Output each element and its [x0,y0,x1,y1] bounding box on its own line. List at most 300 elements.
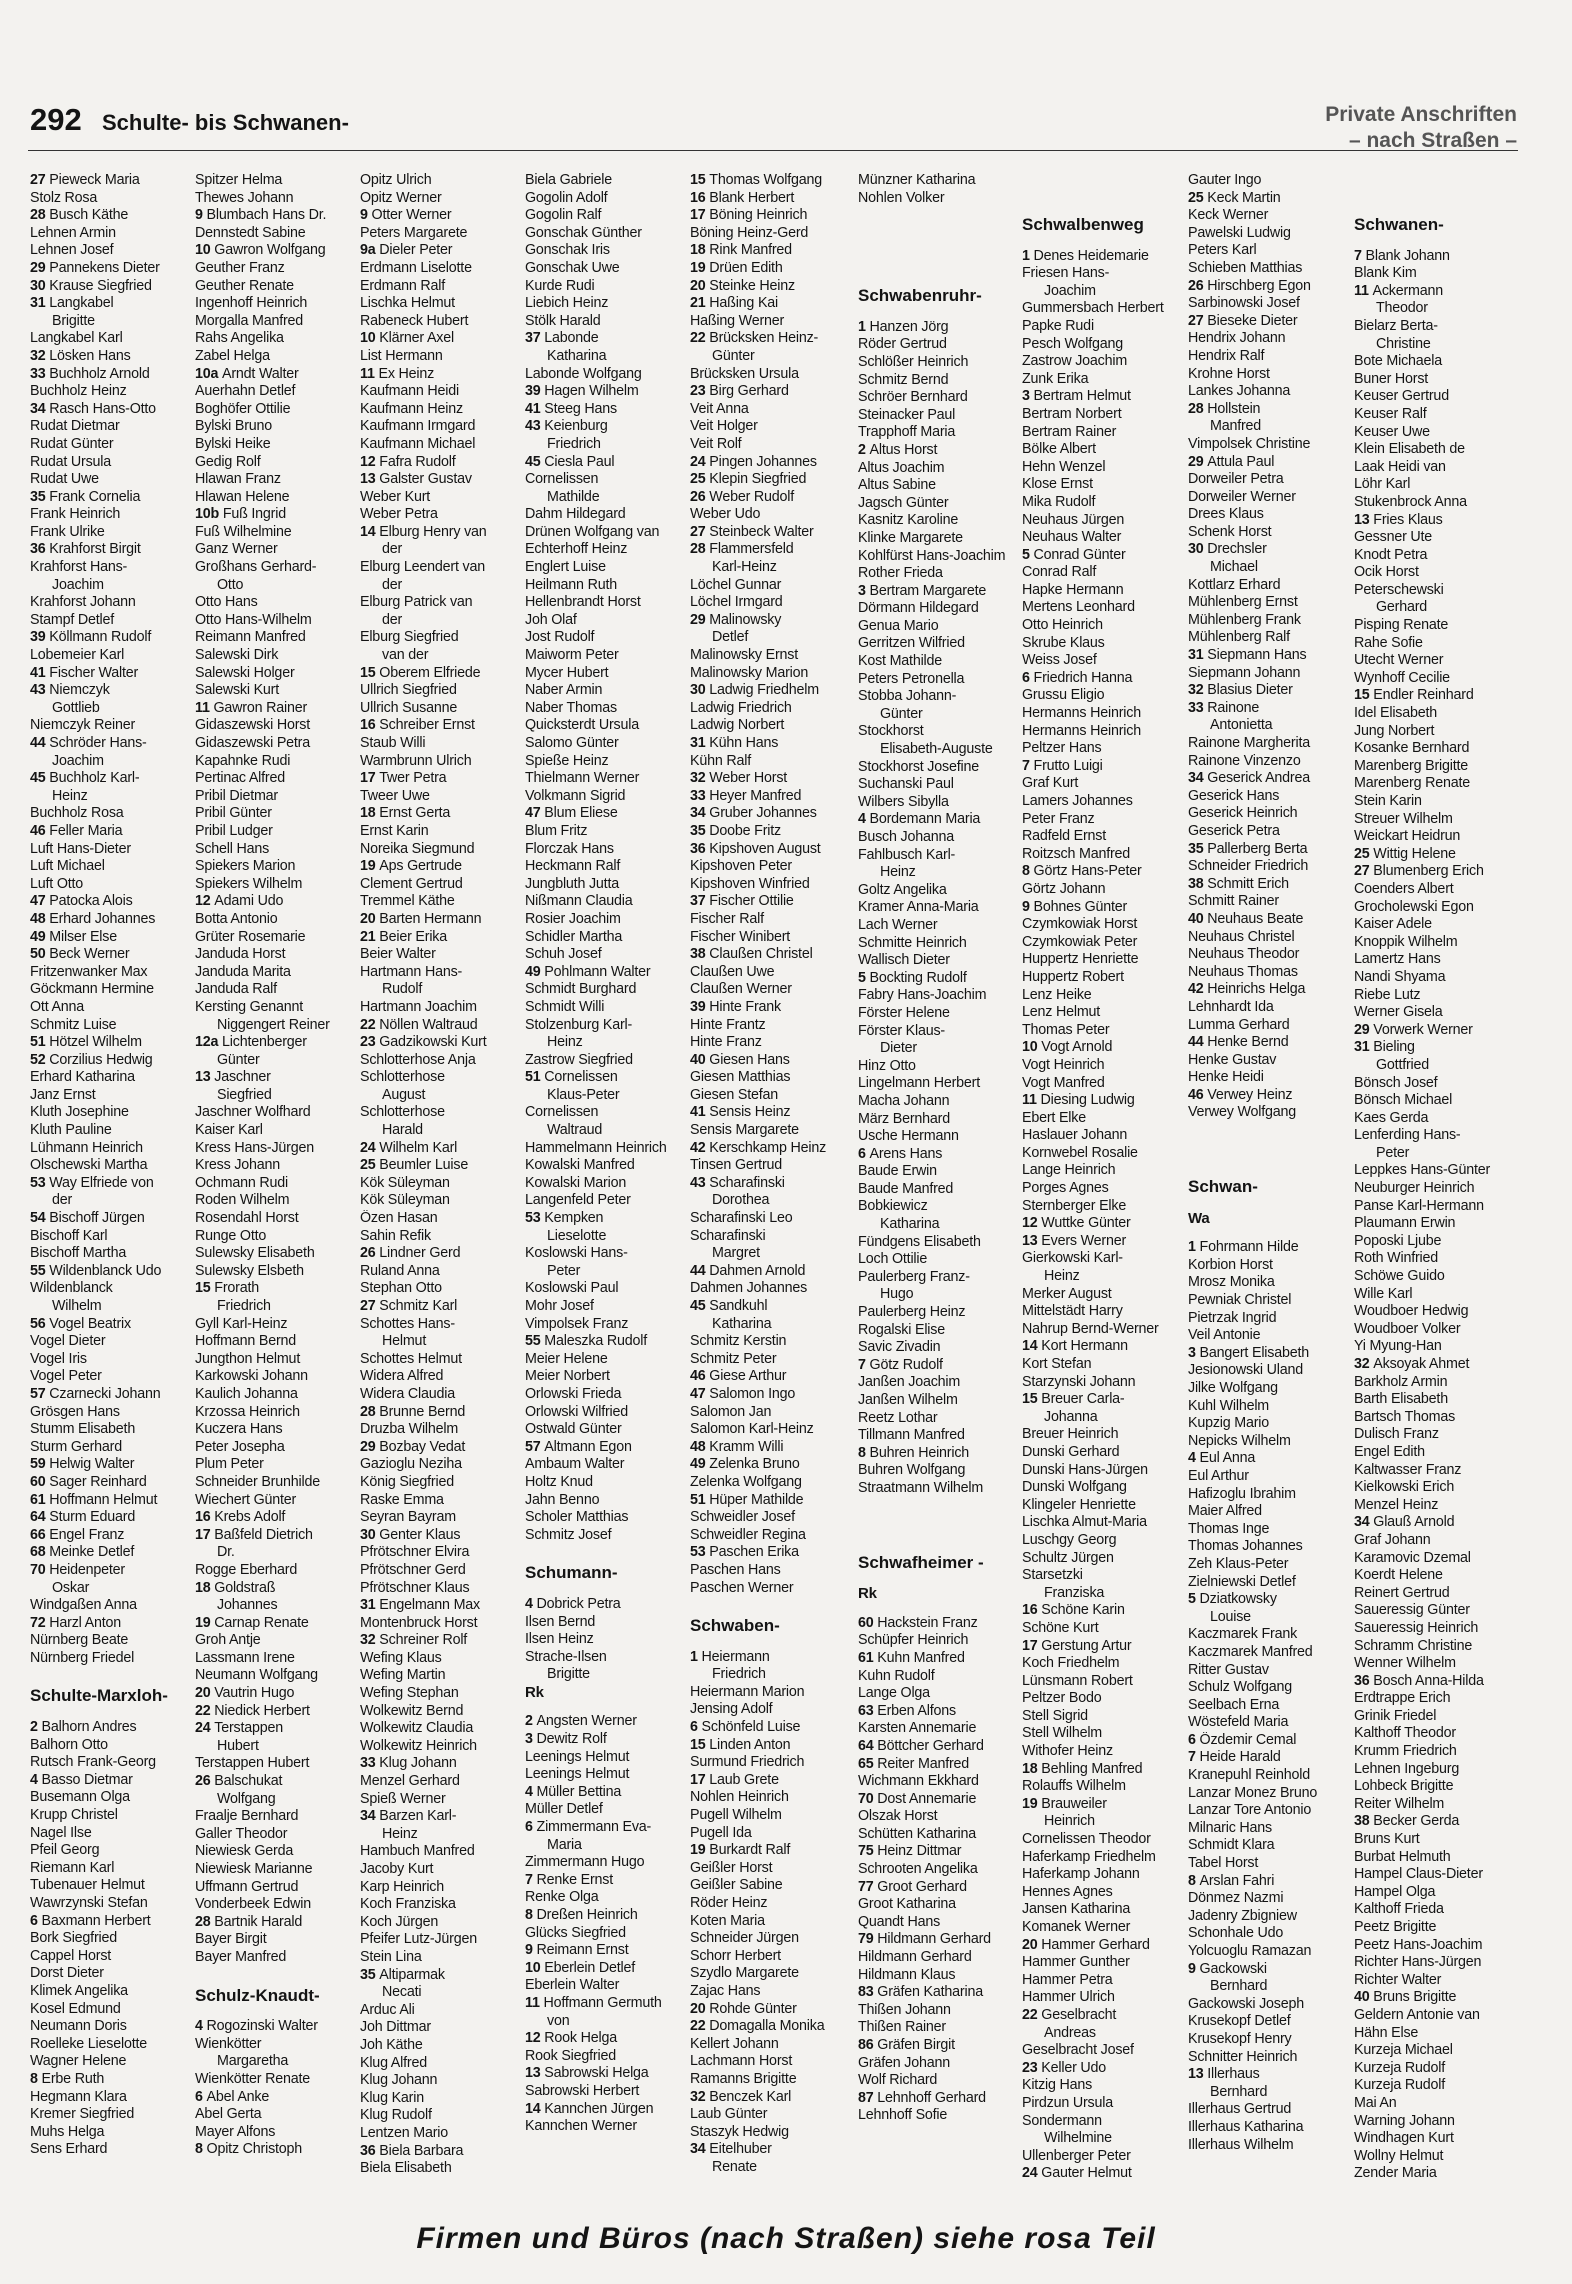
directory-entry: Wiechert Günter [195,1491,297,1508]
entry-continuation: Dieter [880,1040,917,1057]
directory-entry: Hambuch Manfred [360,1843,475,1860]
entry-continuation: Friedrich [547,435,601,452]
directory-entry: Zender Maria [1354,2165,1437,2182]
directory-entry: 17 Baßfeld Dietrich [195,1526,313,1543]
directory-entry: Wille Karl [1354,1285,1413,1302]
directory-entry: Thomas Peter [1022,1021,1110,1038]
directory-entry: Naber Thomas [525,699,617,716]
directory-entry: Kosanke Bernhard [1354,740,1470,757]
directory-entry: Koch Jürgen [360,1913,439,1930]
directory-entry: König Siegfried [360,1473,454,1490]
directory-entry: Gonschak Uwe [525,259,620,276]
directory-entry: 45 Ciesla Paul [525,453,615,470]
directory-entry: 53 Kempken [525,1210,604,1227]
directory-entry: Pfrötschner Klaus [360,1579,470,1596]
directory-entry: Luft Hans-Dieter [30,840,131,857]
directory-entry: Paschen Hans [690,1561,781,1578]
directory-entry: Grussu Eligio [1022,687,1105,704]
directory-entry: Ruland Anna [360,1262,440,1279]
directory-entry: Kress Johann [195,1157,281,1174]
directory-entry: Rahe Sofie [1354,634,1423,651]
directory-entry: Illerhaus Katharina [1188,2118,1304,2135]
directory-entry: Görtz Johann [1022,880,1106,897]
directory-entry: Pribil Günter [195,805,272,822]
entry-continuation: Margret [712,1245,760,1262]
directory-entry: Neuburger Heinrich [1354,1180,1475,1197]
directory-entry: Veil Antonie [1188,1327,1261,1344]
directory-entry: Claußen Werner [690,981,792,998]
directory-entry: Spiekers Marion [195,858,296,875]
directory-entry: 5 Conrad Günter [1022,546,1126,563]
entry-continuation: Johannes [217,1597,278,1614]
entry-continuation: Hugo [880,1286,914,1303]
directory-entry: Hammer Petra [1022,1971,1113,1988]
directory-entry: 87 Lehnhoff Gerhard [858,2089,986,2106]
directory-entry: Kersting Genannt [195,998,304,1015]
directory-entry: Geißler Sabine [690,1877,783,1894]
entry-continuation: Brigitte [547,1666,590,1683]
directory-entry: Orlowski Frieda [525,1385,622,1402]
entry-continuation: Heinrich [1044,1813,1095,1830]
directory-entry: Wienkötter [195,2035,262,2052]
directory-entry: Steinacker Paul [858,406,956,423]
directory-entry: 9 Blumbach Hans Dr. [195,207,327,224]
directory-entry: Mai An [1354,2094,1397,2111]
directory-entry: Wefing Martin [360,1667,446,1684]
entry-continuation: Karl-Heinz [712,559,777,576]
directory-entry: Kuczera Hans [195,1421,283,1438]
directory-entry: Schüpfer Heinrich [858,1632,969,1649]
directory-entry: Hoffmann Bernd [195,1333,297,1350]
directory-entry: Milnaric Hans [1188,1819,1272,1836]
entry-continuation: Wilhelmine [1044,2130,1112,2147]
directory-entry: Rudat Ursula [30,453,112,470]
directory-entry: Großhans Gerhard- [195,559,317,576]
directory-column-2 [195,172,355,2192]
directory-entry: Müller Detlef [525,1801,603,1818]
directory-entry: Ostwald Günter [525,1421,622,1438]
directory-entry: Fraalje Bernhard [195,1808,299,1825]
directory-entry: Pawelski Ludwig [1188,224,1291,241]
directory-entry: Lamertz Hans [1354,951,1441,968]
directory-entry: Bertram Rainer [1022,423,1117,440]
directory-entry: 43 Scharafinski [690,1174,785,1191]
directory-entry: Woudboer Hedwig [1354,1303,1469,1320]
directory-entry: 19 Drüen Edith [690,259,783,276]
directory-entry: Loch Ottilie [858,1251,928,1268]
directory-entry: 16 Blank Herbert [690,189,795,206]
directory-entry: Heiermann Marion [690,1683,805,1700]
directory-entry: Thomas Inge [1188,1520,1270,1537]
directory-entry: 42 Kerschkamp Heinz [690,1139,827,1156]
directory-entry: Scharafinski [690,1227,766,1244]
directory-column-4 [525,172,685,2192]
directory-entry: Bobkiewicz [858,1198,928,1215]
directory-entry: 8 Erbe Ruth [30,2070,105,2087]
directory-entry: Jansen Katharina [1022,1901,1131,1918]
directory-entry: 8 Opitz Christoph [195,2141,303,2158]
spacer [858,219,1018,231]
directory-entry: 44 Schröder Hans- [30,735,147,751]
directory-entry: Mittelstädt Harry [1022,1303,1123,1320]
directory-entry: Klug Alfred [360,2054,427,2071]
directory-entry: 57 Altmann Egon [525,1438,632,1455]
entry-continuation: Heinz [880,864,916,881]
directory-entry: Ilsen Heinz [525,1631,594,1648]
directory-entry: 12a Lichtenberger [195,1034,307,1051]
directory-entry: Scholer Matthias [525,1509,629,1526]
directory-entry: 53 Paschen Erika [690,1544,799,1561]
directory-entry: 8 Dreßen Heinrich [525,1907,638,1923]
directory-entry: 27 Pieweck Maria [30,172,140,188]
directory-entry: Erdmann Liselotte [360,259,472,276]
directory-entry: Lachmann Horst [690,2053,793,2070]
directory-entry: Niewiesk Gerda [195,1843,294,1860]
directory-entry: 30 Ladwig Friedhelm [690,682,819,699]
directory-entry: Hegmann Klara [30,2088,127,2105]
directory-entry: Wolkewitz Claudia [360,1720,474,1737]
directory-entry: Schlotterhose [360,1104,445,1121]
directory-entry: Zastrow Siegfried [525,1051,633,1068]
directory-entry: 23 Birg Gerhard [690,383,789,400]
entry-continuation: Friedrich [712,1666,766,1683]
directory-entry: Blum Fritz [525,822,588,839]
directory-entry: Pfrötschner Gerd [360,1561,466,1578]
directory-entry: Boghöfer Ottilie [195,400,291,417]
entry-continuation: Dorothea [712,1192,770,1209]
directory-entry: 41 Sensis Heinz [690,1104,791,1121]
directory-entry: Lenz Heike [1022,986,1092,1003]
directory-entry: Ilsen Bernd [525,1613,596,1630]
directory-entry: Gonschak Günther [525,224,642,241]
directory-entry: 36 Biela Barbara [360,2142,464,2159]
directory-entry: Olschewski Martha [30,1157,148,1174]
directory-entry: Brücksken Ursula [690,365,799,382]
directory-entry: 52 Corzilius Hedwig [30,1051,153,1068]
directory-entry: Gogolin Ralf [525,207,602,224]
directory-entry: 15 Linden Anton [690,1736,791,1753]
directory-entry: Peters Margarete [360,224,468,241]
directory-entry: Henke Gustav [1188,1051,1277,1068]
directory-entry: Hammelmann Heinrich [525,1139,667,1156]
directory-entry: Echterhoff Heinz [525,541,628,558]
directory-entry: Schlotterhose Anja [360,1051,476,1068]
directory-entry: 38 Claußen Christel [690,946,813,963]
directory-entry: Fritzenwanker Max [30,963,148,980]
directory-entry: 29 Vorwerk Werner [1354,1021,1473,1038]
directory-entry: Baude Manfred [858,1180,954,1197]
spacer [858,1522,1018,1534]
directory-entry: 43 Keienburg [525,418,608,435]
directory-entry: Coenders Albert [1354,880,1454,897]
directory-entry: Hermanns Heinrich [1022,705,1141,722]
directory-entry: Schweidler Regina [690,1526,806,1543]
directory-entry: Stell Wilhelm [1022,1725,1103,1742]
directory-entry: Gonschak Iris [525,242,610,259]
directory-entry: Schneider Jürgen [690,1930,799,1947]
directory-entry: Dahmen Johannes [690,1280,808,1297]
directory-entry: Kowalski Marion [525,1174,627,1191]
directory-entry: Neuhaus Theodor [1188,946,1300,963]
directory-entry: Labonde Wolfgang [525,365,642,382]
directory-entry: Haferkamp Johann [1022,1866,1140,1883]
directory-entry: 12 Rook Helga [525,2030,617,2047]
directory-entry: Breuer Heinrich [1022,1426,1119,1443]
directory-entry: Paulerberg Heinz [858,1304,966,1321]
directory-entry: Cappel Horst [30,1947,112,1964]
directory-entry: 15 Endler Reinhard [1354,687,1474,704]
directory-entry: 39 Köllmann Rudolf [30,629,152,646]
directory-entry: Salomon Karl-Heinz [690,1421,814,1438]
directory-entry: 50 Beck Werner [30,946,130,963]
directory-entry: 7 Renke Ernst [525,1871,613,1888]
directory-entry: Schmidt Burghard [525,981,637,998]
directory-entry: Tweer Uwe [360,787,430,804]
directory-entry: Kohlfürst Hans-Joachim [858,547,1006,564]
directory-entry: Gazioglu Neziha [360,1456,462,1473]
directory-entry: Nohlen Volker [858,189,945,206]
directory-entry: 1 Heiermann [690,1648,770,1665]
directory-entry: 13 Sabrowski Helga [525,2065,649,2082]
directory-entry: Erdtrappe Erich [1354,1690,1451,1707]
directory-entry: Nißmann Claudia [525,893,633,910]
directory-entry: Pfrötschner Elvira [360,1544,470,1561]
directory-entry: Uffmann Gertrud [195,1878,299,1895]
directory-entry: 46 Feller Maria [30,822,123,839]
directory-entry: 12 Fafra Rudolf [360,453,456,470]
directory-entry: 26 Weber Rudolf [690,488,795,505]
directory-entry: Geuther Renate [195,277,294,294]
directory-entry: Starsetzki [1022,1567,1083,1584]
directory-entry: 22 Nöllen Waltraud [360,1016,478,1033]
directory-entry: Eul Arthur [1188,1467,1249,1484]
directory-entry: Lischka Helmut [360,295,455,312]
directory-entry: 1 Denes Heidemarie [1022,247,1149,264]
directory-entry: Ingenhoff Heinrich [195,295,308,312]
directory-entry: Arduc Ali [360,2001,415,2018]
directory-entry: Ullenberger Peter [1022,2147,1131,2164]
directory-entry: Klug Johann [360,2072,438,2089]
spacer [1022,172,1182,184]
directory-entry: Mayer Alfons [195,2123,276,2140]
directory-entry: Bylski Bruno [195,418,273,435]
directory-entry: Kaulich Johanna [195,1385,298,1402]
directory-entry: Blank Kim [1354,265,1417,282]
directory-entry: Jost Rudolf [525,629,595,646]
entry-continuation: Heinz [52,787,88,804]
entry-continuation: Mathilde [547,488,600,505]
entry-continuation: Joachim [1044,282,1096,299]
directory-entry: Abel Gerta [195,2106,262,2123]
directory-entry: Laak Heidi van [1354,458,1446,475]
directory-entry: 41 Fischer Walter [30,664,139,681]
directory-entry: Mika Rudolf [1022,493,1096,510]
directory-entry: Opitz Werner [360,189,442,206]
directory-entry: Dulisch Franz [1354,1426,1439,1443]
directory-entry: Gauter Ingo [1188,172,1262,188]
directory-entry: 31 Engelmann Max [360,1597,480,1614]
directory-entry: 6 Özdemir Cemal [1188,1731,1297,1748]
directory-entry: Neumann Wolfgang [195,1667,318,1684]
directory-entry: 1 Fohrmann Hilde [1188,1239,1299,1256]
directory-entry: Ladwig Friedrich [690,699,792,716]
entry-continuation: Katharina [712,1315,772,1332]
directory-entry: Neumann Doris [30,2018,127,2035]
directory-entry: Nandi Shyama [1354,968,1446,985]
directory-entry: Weiss Josef [1022,652,1097,669]
directory-entry: Krumm Friedrich [1354,1743,1457,1760]
entry-continuation: August [382,1086,426,1103]
directory-entry: Schütten Katharina [858,1825,977,1842]
directory-entry: 4 Bordemann Maria [858,811,981,828]
directory-entry: Gogolin Adolf [525,189,608,206]
directory-entry: Saueressig Heinrich [1354,1619,1479,1636]
directory-entry: Karkowski Johann [195,1368,308,1385]
directory-entry: Illerhaus Wilhelm [1188,2136,1294,2153]
directory-entry: Reiter Wilhelm [1354,1795,1445,1812]
directory-entry: 6 Baxmann Herbert [30,1912,151,1929]
street-heading: Schulte-Marxloh- [30,1687,168,1706]
entry-continuation: Andreas [1044,2024,1096,2041]
directory-entry: 72 Harzl Anton [30,1614,121,1631]
directory-entry: Windgaßen Anna [30,1597,137,1614]
directory-entry: Gidaszewski Horst [195,717,310,734]
directory-entry: Schweidler Josef [690,1509,795,1526]
directory-entry: 17 Twer Petra [360,770,447,787]
entry-continuation: Heinz [547,1034,583,1051]
directory-entry: Grinik Friedel [1354,1707,1437,1724]
directory-entry: Malinowsky Marion [690,664,809,681]
directory-entry: Löchel Gunnar [690,576,782,593]
entry-continuation: Gottlieb [52,699,100,716]
directory-entry: Wenner Wilhelm [1354,1655,1456,1672]
directory-entry: Koslowski Paul [525,1280,619,1297]
directory-entry: 19 Carnap Renate [195,1614,309,1631]
directory-entry: Sulewsky Elisabeth [195,1245,315,1262]
directory-entry: 77 Groot Gerhard [858,1878,967,1895]
directory-entry: Jaschner Wolfhard [195,1104,311,1121]
directory-entry: Thewes Johann [195,189,294,206]
directory-entry: 8 Görtz Hans-Peter [1022,863,1142,880]
directory-entry: Schlößer Heinrich [858,353,969,370]
directory-entry: Lach Werner [858,916,938,933]
directory-entry: Ocik Horst [1354,564,1419,581]
directory-entry: Fündgens Elisabeth [858,1233,981,1250]
directory-entry: Pugell Ida [690,1824,752,1841]
directory-entry: 16 Schöne Karin [1022,1602,1125,1619]
directory-entry: Hähn Else [1354,2024,1419,2041]
directory-entry: Schmitz Josef [525,1526,612,1543]
directory-entry: Otto Hans [195,594,258,611]
directory-entry: Zelenka Wolfgang [690,1473,802,1490]
directory-entry: 86 Gräfen Birgit [858,2037,955,2053]
directory-entry: Thielmann Werner [525,770,640,787]
directory-entry: 6 Friedrich Hanna [1022,669,1133,686]
spacer [858,243,1018,255]
directory-entry: Joh Käthe [360,2036,423,2053]
directory-entry: Kaiser Adele [1354,916,1432,933]
directory-entry: Stölk Harald [525,312,601,329]
directory-entry: 37 Labonde [525,330,599,347]
directory-entry: Kitzig Hans [1022,2077,1093,2094]
directory-entry: 13 Evers Werner [1022,1232,1127,1249]
directory-entry: 20 Hammer Gerhard [1022,1936,1150,1953]
directory-entry: Salomon Jan [690,1403,772,1420]
directory-entry: Giesen Matthias [690,1069,791,1086]
directory-entry: Usche Hermann [858,1128,959,1145]
directory-entry: Krzossa Heinrich [195,1403,300,1420]
directory-entry: Spiekers Wilhelm [195,875,303,892]
directory-entry: 26 Hirschberg Egon [1188,277,1311,294]
directory-entry: 34 Barzen Karl- [360,1808,457,1825]
directory-entry: Kaiser Karl [195,1122,263,1139]
directory-entry: Tinsen Gertrud [690,1157,783,1174]
entry-continuation: Elisabeth-Auguste [880,741,993,758]
directory-entry: Kasnitz Karoline [858,512,959,529]
directory-entry: Rudat Günter [30,435,114,452]
directory-entry: Sternberger Elke [1022,1197,1127,1214]
directory-entry: Koslowski Hans- [525,1245,628,1262]
directory-entry: Olszak Horst [858,1808,938,1825]
directory-entry: Lehnhardt Ida [1188,998,1274,1015]
directory-entry: 68 Meinke Detlef [30,1544,135,1561]
directory-entry: Verwey Wolfgang [1188,1104,1296,1121]
directory-entry: Stukenbrock Anna [1354,493,1467,510]
directory-entry: Jadenry Zbigniew [1188,1907,1297,1924]
directory-entry: Geißler Horst [690,1859,773,1876]
directory-entry: Rolauffs Wilhelm [1022,1778,1126,1795]
directory-entry: 51 Hüper Mathilde [690,1491,804,1508]
spacer [1188,1146,1348,1158]
directory-entry: Wildenblanck [30,1280,113,1297]
directory-entry: 49 Milser Else [30,928,117,945]
directory-entry: Haßing Werner [690,312,785,329]
directory-entry: Scharafinski Leo [690,1210,793,1227]
directory-entry: Spitzer Helma [195,172,283,188]
directory-entry: Dunski Wolfgang [1022,1479,1127,1496]
entry-continuation: Dr. [217,1544,235,1561]
directory-entry: 25 Keck Martin [1188,189,1281,206]
directory-entry: Schmitz Bernd [858,371,949,388]
directory-entry: Rutsch Frank-Georg [30,1754,156,1771]
directory-entry: 38 Schmitt Erich [1188,875,1289,892]
directory-entry: Barth Elisabeth [1354,1391,1448,1408]
directory-entry: Geuther Franz [195,259,285,276]
directory-entry: Pesch Wolfgang [1022,335,1124,352]
directory-entry: Spieß Werner [360,1790,446,1807]
directory-entry: 16 Schreiber Ernst [360,717,475,734]
directory-entry: Ullrich Siegfried [360,682,457,699]
directory-entry: 35 Doobe Fritz [690,822,781,839]
directory-entry: Hartmann Joachim [360,998,477,1015]
directory-entry: Schmitz Kerstin [690,1333,787,1350]
directory-entry: Wallisch Dieter [858,952,950,969]
directory-entry: Dorweiler Werner [1188,488,1296,505]
directory-entry: Grocholewski Egon [1354,898,1474,915]
directory-entry: Vimpolsek Christine [1188,435,1311,452]
directory-entry: Withofer Heinz [1022,1743,1113,1760]
directory-entry: 14 Kort Hermann [1022,1338,1128,1355]
section-subtitle: – nach Straßen – [1348,129,1517,152]
directory-entry: Frank Heinrich [30,506,121,523]
directory-entry: Czymkowiak Peter [1022,933,1138,950]
entry-continuation: Bernhard [1210,1978,1268,1995]
directory-entry: Wefing Stephan [360,1685,459,1702]
directory-entry: 66 Engel Franz [30,1526,125,1543]
directory-entry: Stolzenburg Karl- [525,1016,633,1033]
directory-entry: Münzner Katharina [858,172,976,188]
directory-entry: Noreika Siegmund [360,840,475,857]
